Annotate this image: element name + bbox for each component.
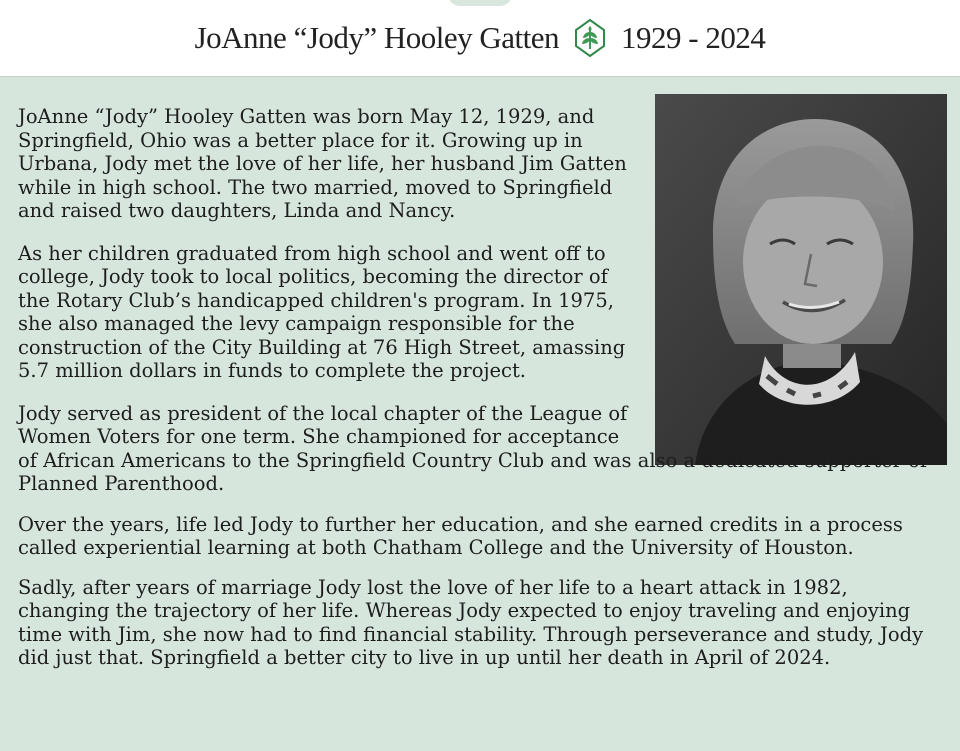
- life-years: 1929 - 2024: [621, 20, 766, 55]
- paragraph-politics: As her children graduated from high school and went off to college, Jody took to local politics, becoming the director of the Rotary Club’s handicapped children's program. In 1975, she also managed the levy campaign responsible for the construction of the City Building at 76 High Street, amassing 5.7 million dollars in funds to complete the project.: [18, 241, 626, 382]
- paragraph-birth: JoAnne “Jody” Hooley Gatten was born May 12, 1929, and Springfield, Ohio was a better place for it. Growing up in Urbana, Jody met the love of her life, her husband Jim Gatten while in high school. The two married, moved to Springfield and raised two daughters, Linda and Nancy.: [18, 105, 627, 222]
- biography-panel: [0, 76, 960, 751]
- leaf-emblem-icon: [573, 18, 607, 58]
- paragraph-league: [18, 402, 938, 496]
- paragraph-education: Over the years, life led Jody to further her education, and she earned credits in a process called experiential learning at both Chatham College and the University of Houston.: [18, 512, 903, 559]
- title-line: [0, 18, 960, 58]
- paragraph-league-part2: of African Americans to the Springfield Country Club and was also a dedicated supporter of Planned Parenthood.: [18, 448, 928, 495]
- paragraph-league-part1: Jody served as president of the local chapter of the League of Women Voters for one term. She championed for acceptance: [18, 401, 628, 448]
- header: [0, 0, 960, 76]
- person-name: JoAnne “Jody” Hooley Gatten: [194, 20, 560, 55]
- top-tab-decoration: [448, 0, 512, 6]
- biography-text: [18, 105, 938, 670]
- paragraph-later-life: Sadly, after years of marriage Jody lost the love of her life to a heart attack in 1982, changing the trajectory of her life. Whereas Jody expected to enjoy traveling and enjoying time with Jim, she now had to find financial stability. Through perseverance and study, Jody did just that. Springfield a better city to live in up until her death in April of 2024.: [18, 575, 924, 669]
